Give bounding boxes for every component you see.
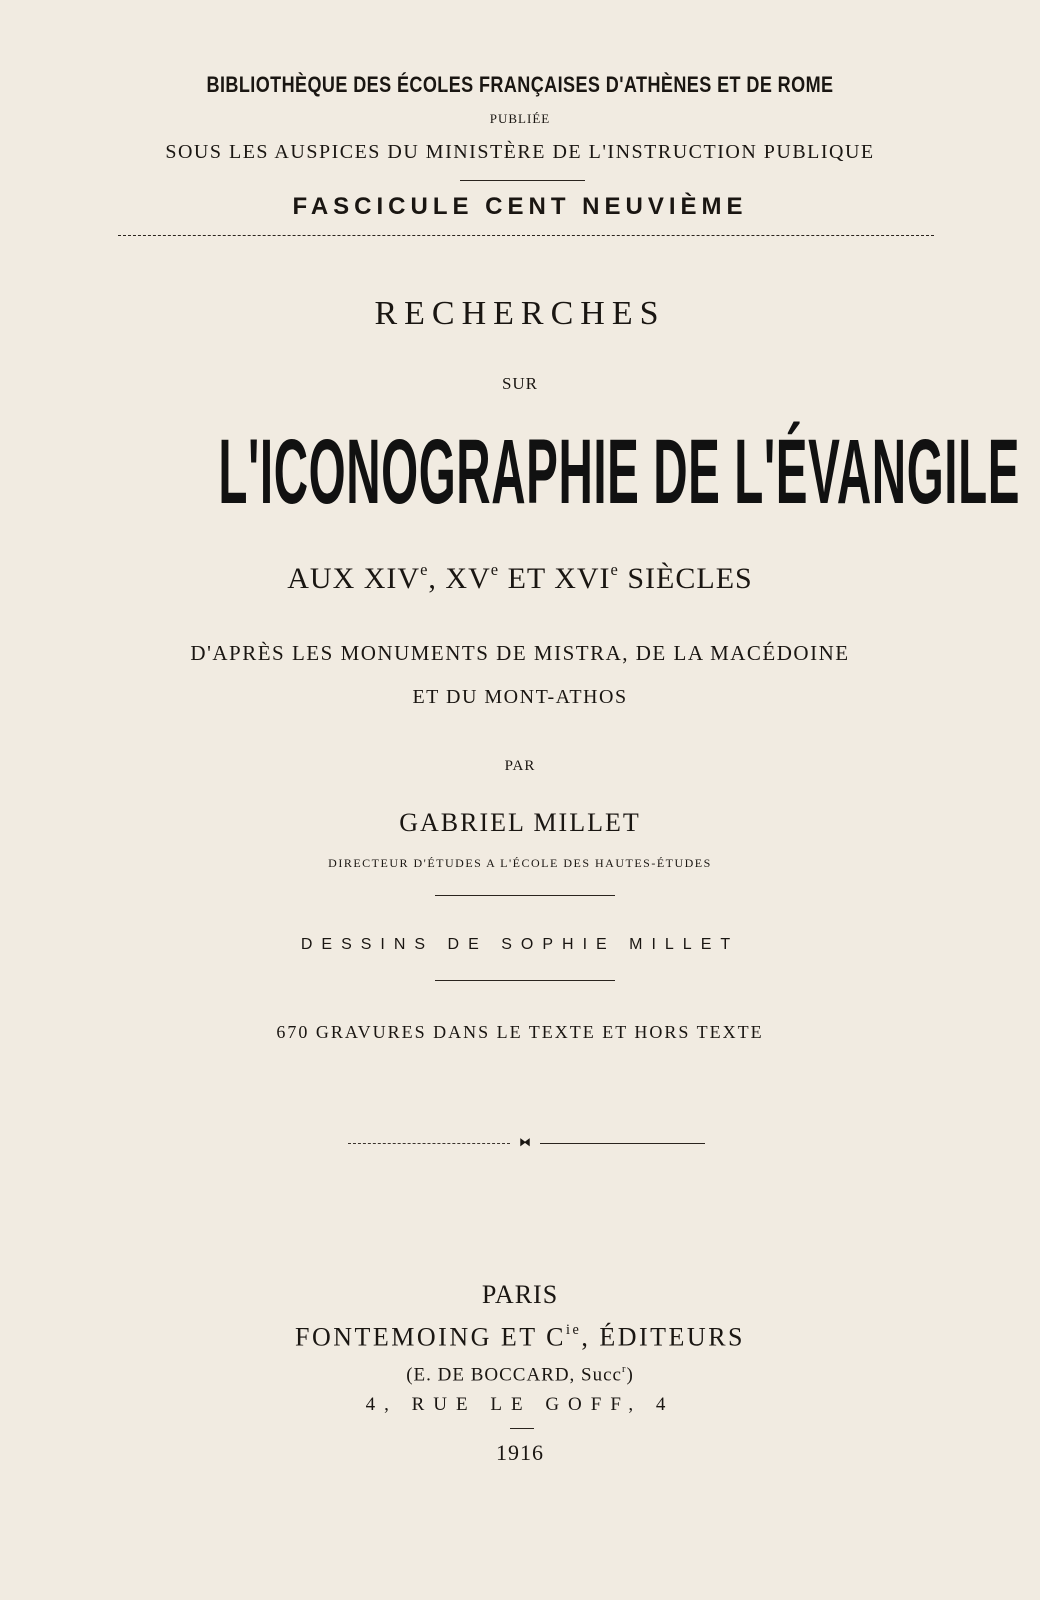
auspices-line: SOUS LES AUSPICES DU MINISTÈRE DE L'INSTRUCTION PUBLIQUE xyxy=(165,141,875,163)
sur-label: SUR xyxy=(501,374,539,393)
imprint-year: 1916 xyxy=(496,1440,544,1465)
engravings-count: 670 GRAVURES DANS LE TEXTE ET HORS TEXTE xyxy=(276,1022,764,1042)
author-role: DIRECTEUR D'ÉTUDES A L'ÉCOLE DES HAUTES-ÉTUDES xyxy=(328,856,712,870)
published-label: PUBLIÉE xyxy=(489,111,551,126)
recherches-heading: RECHERCHES xyxy=(374,295,666,332)
header-divider xyxy=(118,235,934,236)
year-rule xyxy=(510,1428,534,1429)
imprint-city: PARIS xyxy=(481,1280,559,1309)
after-monuments-line1: D'APRÈS LES MONUMENTS DE MISTRA, DE LA MACÉDOINE xyxy=(190,641,850,665)
fascicule-number: FASCICULE CENT NEUVIÈME xyxy=(292,193,748,220)
short-rule-mid2 xyxy=(435,980,615,981)
centuries-line: AUX XIVe, XVe ET XVIe SIÈCLES xyxy=(287,560,753,596)
par-label: PAR xyxy=(504,758,536,774)
publisher-line: FONTEMOING ET $C^{ie}$, ÉDITEURS xyxy=(294,1322,746,1352)
main-title: L'ICONOGRAPHIE DE L'ÉVANGILE xyxy=(218,421,1021,524)
ornament-rule-right xyxy=(540,1143,705,1144)
short-rule-mid1 xyxy=(435,895,615,896)
short-rule-top xyxy=(460,180,585,181)
successor-line: (E. DE BOCCARD, Succ$^r$) xyxy=(406,1364,634,1386)
ornament-icon: ⧓ xyxy=(519,1135,531,1149)
ornament-rule-left xyxy=(348,1143,510,1144)
author-name: GABRIEL MILLET xyxy=(399,808,641,837)
publisher-address: 4, RUE LE GOFF, 4 xyxy=(365,1394,675,1415)
series-title: BIBLIOTHÈQUE DES ÉCOLES FRANÇAISES D'ATHÈNES ET DE ROME xyxy=(206,72,834,97)
drawings-credit: DESSINS DE SOPHIE MILLET xyxy=(300,936,740,953)
after-monuments-line2: ET DU MONT-ATHOS xyxy=(412,686,628,708)
